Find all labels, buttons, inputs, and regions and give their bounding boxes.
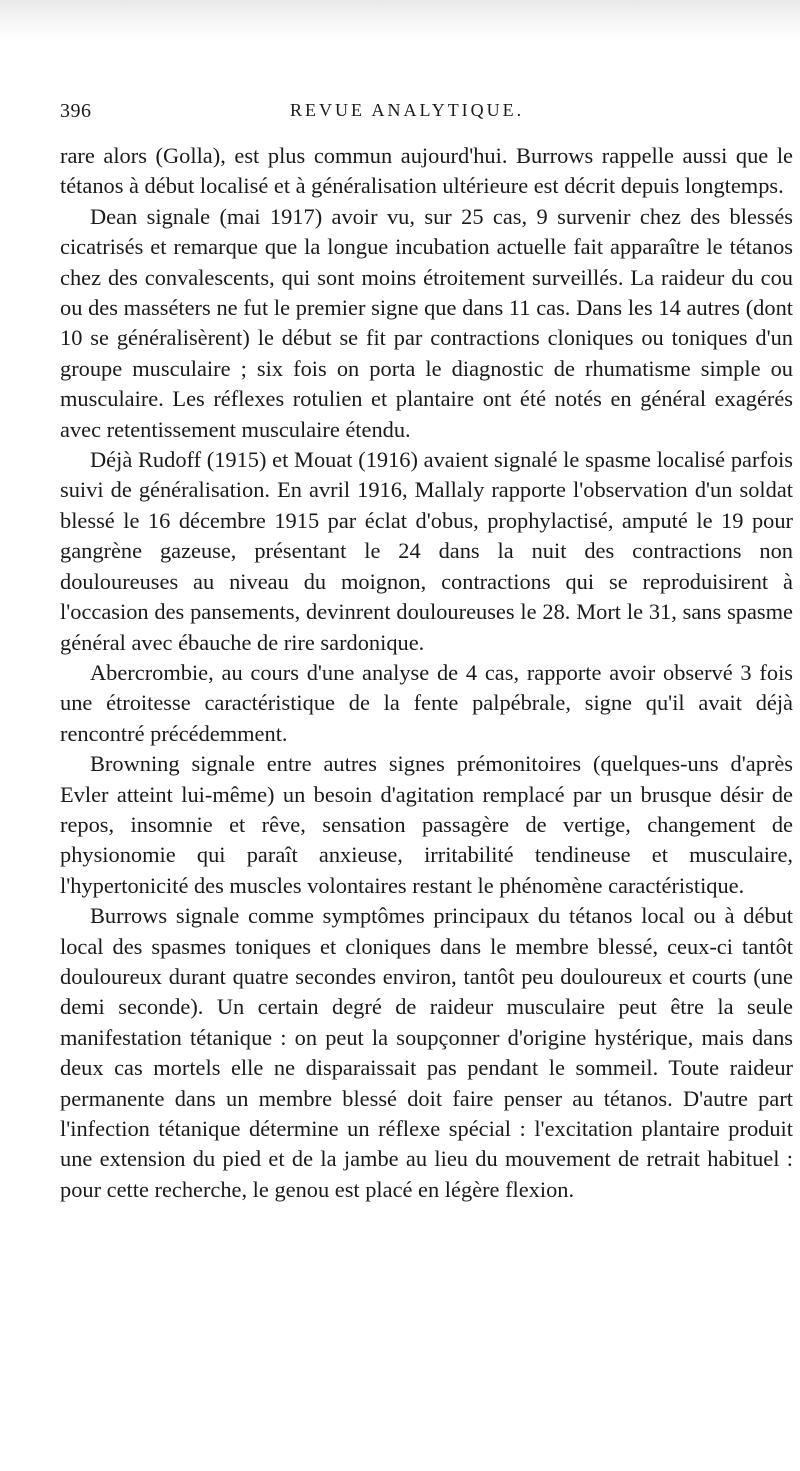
book-page xyxy=(60,0,795,1471)
paragraph: Dean signale (mai 1917) avoir vu, sur 25 cas, 9 survenir chez des blessés cicatrisés et remarque que la longue incubation actuelle fait apparaître le tétanos chez des convalescents, qui sont moins étroitement surveillés. La raideur du cou ou des masséters ne fut le premier signe que dans 11 cas. Dans les 14 autres (dont 10 se généralisèrent) le début se fit par contractions cloniques ou toniques d'un groupe musculaire ; six fois on porta le diagnostic de rhumatisme simple ou musculaire. Les réflexes rotulien et plantaire ont été notés en général exagérés avec retentissement musculaire étendu. xyxy=(60,203,793,442)
paragraph: Abercrombie, au cours d'une analyse de 4 cas, rapporte avoir observé 3 fois une étroitesse caractéristique de la fente palpébrale, signe qu'il avait déjà rencontré précédemment. xyxy=(60,659,793,746)
paragraph: Burrows signale comme symptômes principaux du tétanos local ou à début local des spasmes toniques et cloniques dans le membre blessé, ceux-ci tantôt douloureux durant quatre secondes environ, tantôt peu douloureux et courts (une demi seconde). Un certain degré de raideur musculaire peut être la seule manifestation tétanique : on peut la soupçonner d'origine hystérique, mais dans deux cas mortels elle ne disparaissait pas pendant le sommeil. Toute raideur permanente dans un membre blessé doit faire penser au tétanos. D'autre part l'infection tétanique détermine un réflexe spécial : l'excitation plantaire produit une extension du pied et de la jambe au lieu du mouvement de retrait habituel : pour cette recherche, le genou est placé en légère flexion. xyxy=(60,903,793,1202)
paragraph: rare alors (Golla), est plus commun aujourd'hui. Burrows rappelle aussi que le tétanos à début localisé et à généralisation ultérieure est décrit depuis longtemps. xyxy=(60,143,793,199)
journal-title: REVUE ANALYTIQUE. xyxy=(290,100,525,120)
paragraph: Déjà Rudoff (1915) et Mouat (1916) avaient signalé le spasme localisé parfois suivi de généralisation. En avril 1916, Mallaly rapporte l'observation d'un soldat blessé le 16 décembre 1915 par éclat d'obus, prophylactisé, amputé le 19 pour gangrène gazeuse, présentant le 24 dans la nuit des contractions non douloureuses au niveau du moignon, contractions qui se reproduisirent à l'occasion des pansements, devinrent douloureuses le 28. Mort le 31, sans spasme général avec ébauche de rire sardonique. xyxy=(60,447,793,655)
body-text xyxy=(60,141,793,1205)
paragraph: Browning signale entre autres signes prémonitoires (quelques-uns d'après Evler atteint lui-même) un besoin d'agitation remplacé par un brusque désir de repos, insomnie et rêve, sensation passagère de vertige, changement de physionomie qui paraît anxieuse, irritabilité tendineuse et musculaire, l'hypertonicité des muscles volontaires restant le phénomène caractéristique. xyxy=(60,751,793,898)
page-number: 396 xyxy=(60,100,92,122)
running-head xyxy=(60,100,795,128)
